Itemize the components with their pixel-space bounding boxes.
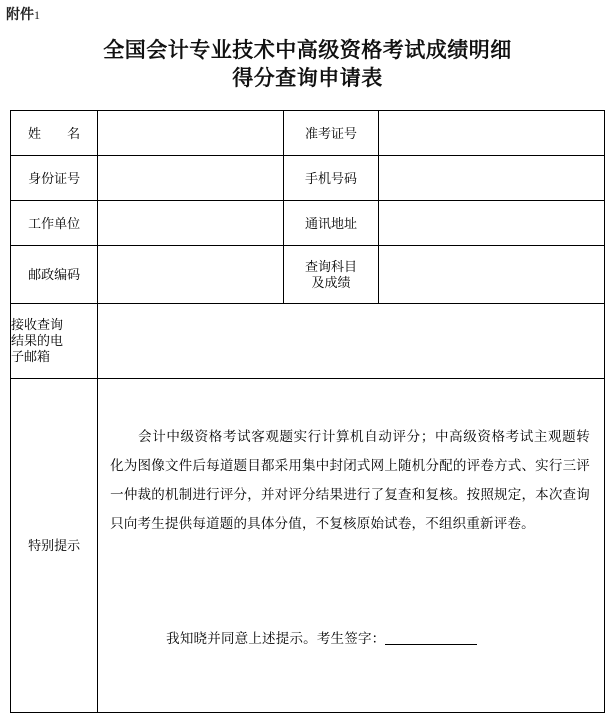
- application-form-table: [10, 110, 605, 713]
- title-line-2: 得分查询申请表: [232, 66, 383, 90]
- field-value-admission-number[interactable]: [378, 111, 604, 156]
- table-row: [11, 111, 605, 156]
- attachment-label: [6, 6, 40, 24]
- query-subject-line-2: 及成绩: [311, 274, 351, 290]
- field-value-result-email[interactable]: [98, 304, 605, 379]
- table-row: [11, 156, 605, 201]
- result-email-line-3: 子邮箱: [11, 349, 51, 364]
- field-label-name: [11, 111, 98, 156]
- field-label-work-unit: 工作单位: [11, 201, 98, 246]
- page-title: [0, 36, 615, 92]
- field-value-mobile-number[interactable]: [378, 156, 604, 201]
- signature-line: [110, 626, 590, 652]
- special-notice-paragraph: 会计中级资格考试客观题实行计算机自动评分；中高级资格考试主观题转化为图像文件后每道题目都采用集中封闭式网上随机分配的评卷方式、实行三评一仲裁的机制进行评分，并对评分结果进行了复查和复核。按照规定，本次查询只向考生提供每道题的具体分值，不复核原始试卷，不组织重新评卷。: [110, 428, 590, 531]
- field-value-work-unit[interactable]: [98, 201, 284, 246]
- field-value-name[interactable]: [98, 111, 284, 156]
- field-value-mailing-address[interactable]: [378, 201, 604, 246]
- field-label-mobile-number: 手机号码: [284, 156, 378, 201]
- table-row: [11, 246, 605, 304]
- special-notice-body: [98, 379, 605, 713]
- table-row: [11, 379, 605, 713]
- special-notice-inner: [98, 380, 604, 712]
- field-label-query-subject-score: [284, 246, 378, 304]
- field-label-result-email: [11, 304, 98, 379]
- field-label-name-char1: 姓: [28, 125, 42, 141]
- field-value-query-subject-score[interactable]: [378, 246, 604, 304]
- table-row: [11, 304, 605, 379]
- field-value-id-number[interactable]: [98, 156, 284, 201]
- signature-prompt-text: 我知晓并同意上述提示。考生签字：: [166, 630, 386, 646]
- field-label-postal-code: 邮政编码: [11, 246, 98, 304]
- field-label-admission-number: 准考证号: [284, 111, 378, 156]
- title-line-1: 全国会计专业技术中高级资格考试成绩明细: [103, 38, 512, 62]
- field-label-mailing-address: 通讯地址: [284, 201, 378, 246]
- signature-blank-field[interactable]: [385, 644, 477, 645]
- result-email-line-2: 结果的电: [11, 333, 64, 348]
- table-row: [11, 201, 605, 246]
- field-value-postal-code[interactable]: [98, 246, 284, 304]
- field-label-id-number: 身份证号: [11, 156, 98, 201]
- attachment-number: 1: [34, 8, 40, 22]
- field-label-name-char2: 名: [67, 125, 81, 141]
- field-label-special-notice: 特别提示: [11, 379, 98, 713]
- query-subject-line-1: 查询科目: [305, 258, 358, 274]
- result-email-line-1: 接收查询: [11, 317, 64, 332]
- attachment-label-text: 附件: [6, 7, 34, 23]
